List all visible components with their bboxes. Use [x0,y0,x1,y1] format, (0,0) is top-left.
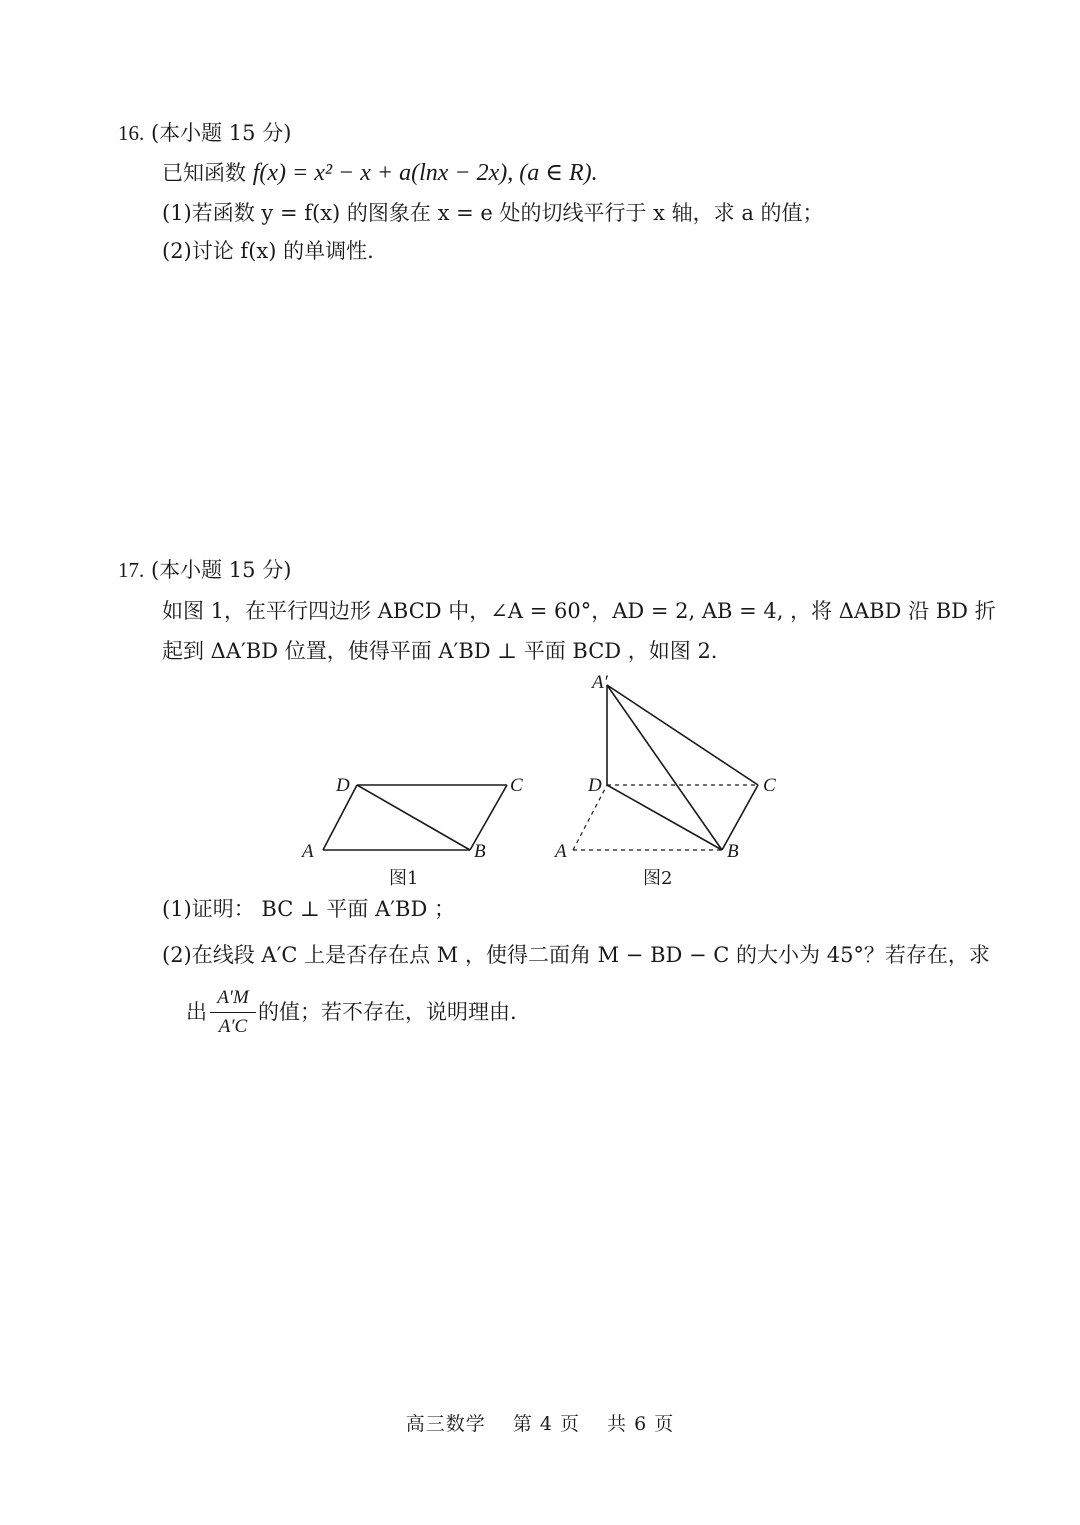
q17-points: (本小题 15 分) [150,558,292,582]
q17-stem-line1: 如图 1，在平行四边形 ABCD 中，∠A = 60°，AD = 2, AB = 4, ，将 ΔABD 沿 BD 折 [162,599,996,623]
q17-part2-suffix: 的值；若不存在，说明理由. [258,1000,517,1024]
fig1-caption: 图1 [389,868,419,888]
q16-header [118,118,291,148]
fig2-edge-db [607,785,722,850]
figure2 [573,685,758,850]
fraction-numerator: A′M [210,986,256,1013]
fig1-label-a: A [302,841,314,862]
fig2-label-b: B [727,841,739,862]
q17-part1: (1)证明： BC ⊥ 平面 A′BD ； [162,897,455,921]
fig2-edge-a1b [607,685,722,850]
fig1-label-b: B [474,841,486,862]
q17-number: 17. [118,558,145,582]
fig2-label-c: C [763,775,776,796]
fraction-denominator: A′C [218,1016,248,1037]
fig1-label-c: C [510,775,523,796]
figures [0,668,1080,888]
footer-total: 共 6 页 [607,1413,675,1435]
q16-number: 16. [118,121,145,145]
q16-func: f(x) = x² − x + a(lnx − 2x), (a ∈ R). [252,160,598,186]
q17-part2-line1: (2)在线段 A′C 上是否存在点 M ，使得二面角 M − BD − C 的大小为 45°？若存在，求 [162,943,990,967]
q17-stem-line2: 起到 ΔA′BD 位置，使得平面 A′BD ⊥ 平面 BCD ，如图 2. [162,639,718,663]
footer-subject: 高三数学 [405,1413,486,1435]
q16-function [162,158,598,188]
fig2-caption: 图2 [643,868,673,888]
fig2-edge-a1c [607,685,758,785]
q16-part1: (1)若函数 y = f(x) 的图象在 x = e 处的切线平行于 x 轴，求 a 的值； [162,201,824,225]
fig2-label-a: A [555,841,567,862]
footer-page: 第 4 页 [512,1413,580,1435]
page-footer [0,1409,1080,1439]
fig1-diagonal-bd [357,785,470,850]
q17-part2-prefix: 出 [186,1000,207,1024]
q17-fraction [210,986,256,1039]
fig1-label-d: D [336,775,350,796]
q17-header [118,555,291,585]
q16-part2: (2)讨论 f(x) 的单调性. [162,239,374,263]
fig2-label-d: D [588,775,602,796]
q16-points: (本小题 15 分) [150,121,292,145]
fig2-label-a-prime: A′ [592,672,608,693]
q16-intro: 已知函数 [162,161,246,185]
